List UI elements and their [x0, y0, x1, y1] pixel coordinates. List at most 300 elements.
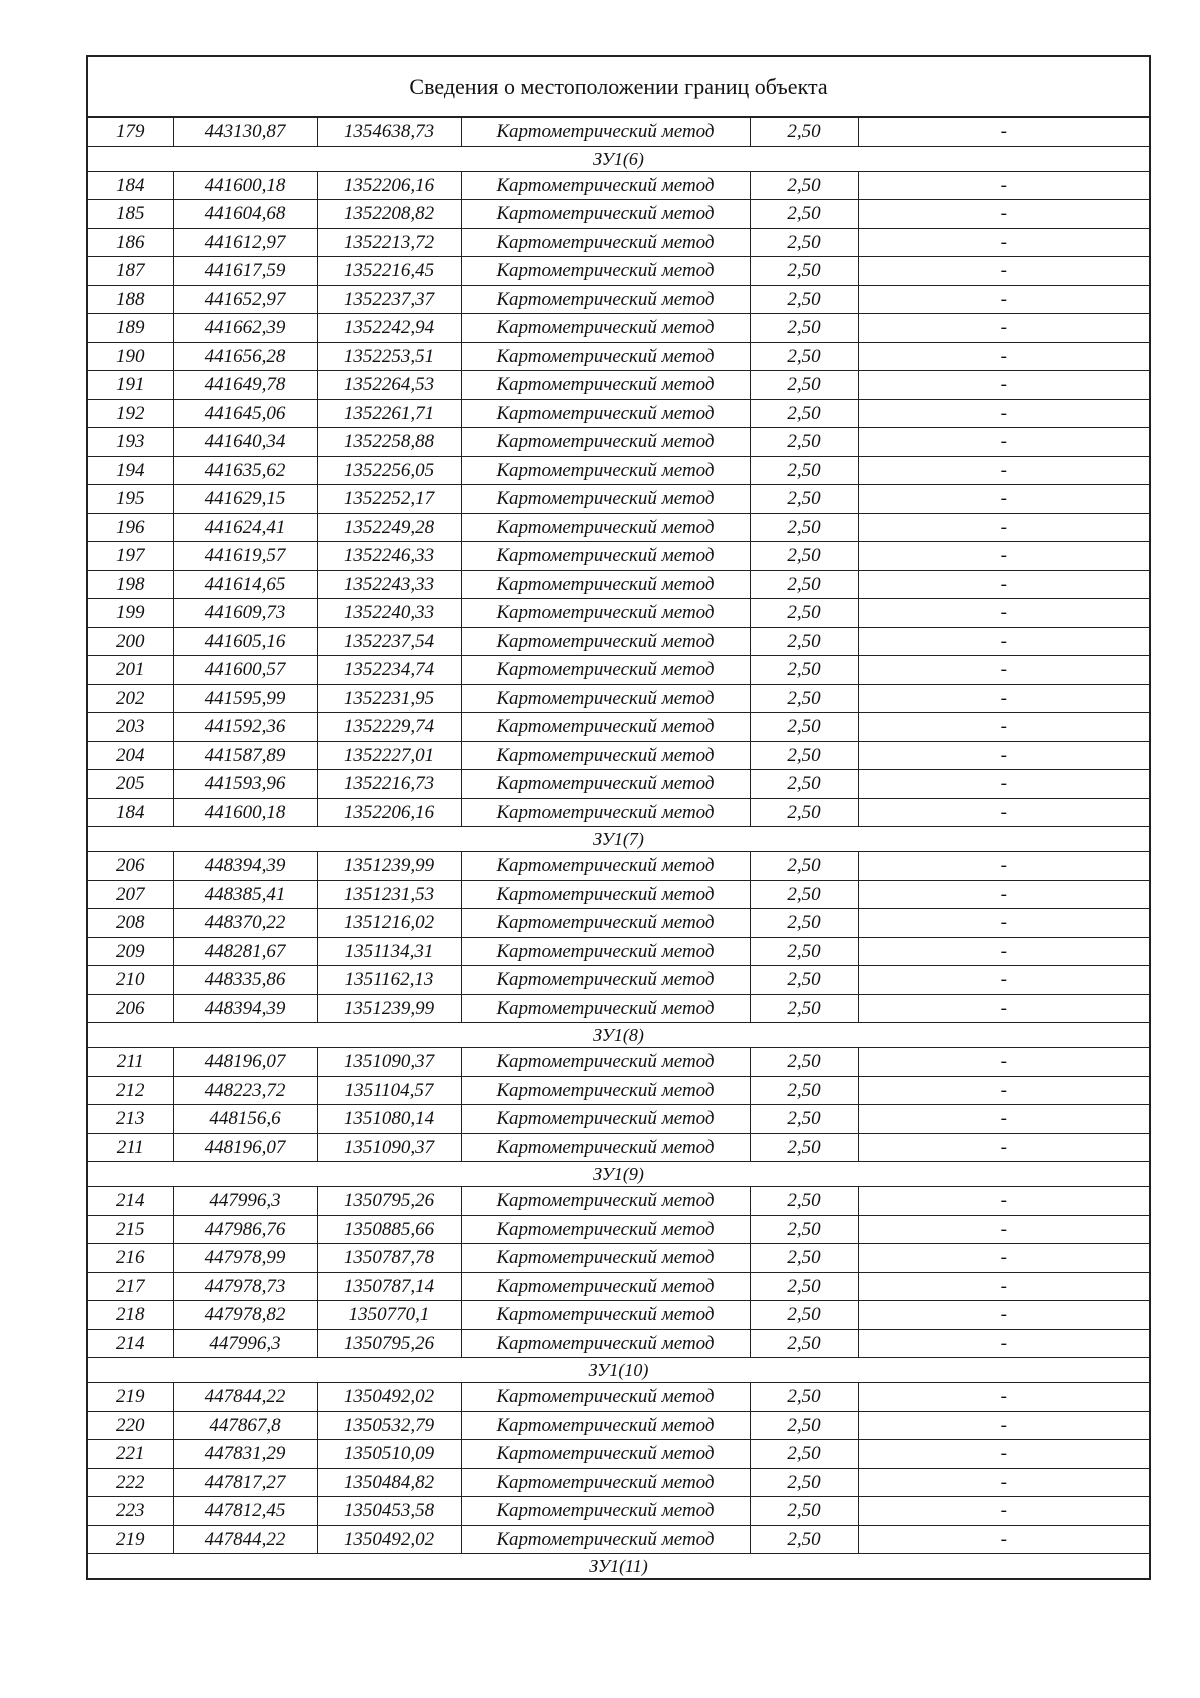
description-cell: -: [858, 428, 1150, 457]
accuracy-cell: 2,50: [750, 1329, 858, 1358]
description-cell: -: [858, 1383, 1150, 1412]
y-coordinate-cell: 1352231,95: [317, 684, 461, 713]
section-label: ЗУ1(7): [87, 827, 1150, 852]
description-cell: -: [858, 966, 1150, 995]
accuracy-cell: 2,50: [750, 1244, 858, 1273]
x-coordinate-cell: 447978,82: [173, 1301, 317, 1330]
method-cell: Картометрический метод: [461, 994, 750, 1023]
y-coordinate-cell: 1350770,1: [317, 1301, 461, 1330]
y-coordinate-cell: 1350492,02: [317, 1525, 461, 1554]
y-coordinate-cell: 1351080,14: [317, 1105, 461, 1134]
table-row: [87, 656, 1150, 685]
x-coordinate-cell: 441640,34: [173, 428, 317, 457]
point-number-cell: 211: [87, 1133, 173, 1162]
x-coordinate-cell: 441612,97: [173, 228, 317, 257]
point-number-cell: 218: [87, 1301, 173, 1330]
y-coordinate-cell: 1352243,33: [317, 570, 461, 599]
x-coordinate-cell: 441619,57: [173, 542, 317, 571]
y-coordinate-cell: 1351134,31: [317, 937, 461, 966]
x-coordinate-cell: 447978,99: [173, 1244, 317, 1273]
y-coordinate-cell: 1352216,45: [317, 257, 461, 286]
x-coordinate-cell: 448385,41: [173, 880, 317, 909]
method-cell: Картометрический метод: [461, 1076, 750, 1105]
accuracy-cell: 2,50: [750, 1468, 858, 1497]
section-header-row: [87, 1162, 1150, 1187]
table-row: [87, 741, 1150, 770]
accuracy-cell: 2,50: [750, 1133, 858, 1162]
accuracy-cell: 2,50: [750, 1411, 858, 1440]
description-cell: -: [858, 570, 1150, 599]
description-cell: -: [858, 200, 1150, 229]
table-body: [87, 56, 1150, 1579]
description-cell: -: [858, 741, 1150, 770]
method-cell: Картометрический метод: [461, 371, 750, 400]
x-coordinate-cell: 441593,96: [173, 770, 317, 799]
y-coordinate-cell: 1354638,73: [317, 117, 461, 146]
x-coordinate-cell: 447986,76: [173, 1215, 317, 1244]
point-number-cell: 187: [87, 257, 173, 286]
point-number-cell: 220: [87, 1411, 173, 1440]
table-row: [87, 937, 1150, 966]
accuracy-cell: 2,50: [750, 1272, 858, 1301]
description-cell: -: [858, 1440, 1150, 1469]
y-coordinate-cell: 1352246,33: [317, 542, 461, 571]
table-row: [87, 909, 1150, 938]
description-cell: -: [858, 770, 1150, 799]
method-cell: Картометрический метод: [461, 485, 750, 514]
x-coordinate-cell: 441595,99: [173, 684, 317, 713]
point-number-cell: 223: [87, 1497, 173, 1526]
table-row: [87, 1244, 1150, 1273]
table-row: [87, 770, 1150, 799]
x-coordinate-cell: 441635,62: [173, 456, 317, 485]
table-row: [87, 1076, 1150, 1105]
description-cell: -: [858, 627, 1150, 656]
section-label: ЗУ1(8): [87, 1023, 1150, 1048]
method-cell: Картометрический метод: [461, 770, 750, 799]
table-row: [87, 285, 1150, 314]
accuracy-cell: 2,50: [750, 1105, 858, 1134]
point-number-cell: 179: [87, 117, 173, 146]
point-number-cell: 206: [87, 994, 173, 1023]
point-number-cell: 202: [87, 684, 173, 713]
x-coordinate-cell: 448281,67: [173, 937, 317, 966]
y-coordinate-cell: 1352216,73: [317, 770, 461, 799]
point-number-cell: 219: [87, 1383, 173, 1412]
point-number-cell: 211: [87, 1048, 173, 1077]
accuracy-cell: 2,50: [750, 485, 858, 514]
x-coordinate-cell: 441629,15: [173, 485, 317, 514]
table-row: [87, 200, 1150, 229]
x-coordinate-cell: 441600,18: [173, 798, 317, 827]
x-coordinate-cell: 447978,73: [173, 1272, 317, 1301]
table-row: [87, 1187, 1150, 1216]
x-coordinate-cell: 448370,22: [173, 909, 317, 938]
description-cell: -: [858, 1272, 1150, 1301]
method-cell: Картометрический метод: [461, 570, 750, 599]
description-cell: -: [858, 994, 1150, 1023]
description-cell: -: [858, 1329, 1150, 1358]
y-coordinate-cell: 1352206,16: [317, 798, 461, 827]
accuracy-cell: 2,50: [750, 1497, 858, 1526]
description-cell: -: [858, 1468, 1150, 1497]
point-number-cell: 190: [87, 342, 173, 371]
title-row: [87, 56, 1150, 117]
point-number-cell: 193: [87, 428, 173, 457]
x-coordinate-cell: 448156,6: [173, 1105, 317, 1134]
x-coordinate-cell: 447844,22: [173, 1525, 317, 1554]
method-cell: Картометрический метод: [461, 1133, 750, 1162]
x-coordinate-cell: 441649,78: [173, 371, 317, 400]
table-row: [87, 1215, 1150, 1244]
method-cell: Картометрический метод: [461, 542, 750, 571]
accuracy-cell: 2,50: [750, 770, 858, 799]
accuracy-cell: 2,50: [750, 684, 858, 713]
y-coordinate-cell: 1352234,74: [317, 656, 461, 685]
x-coordinate-cell: 443130,87: [173, 117, 317, 146]
y-coordinate-cell: 1352237,54: [317, 627, 461, 656]
table-row: [87, 314, 1150, 343]
accuracy-cell: 2,50: [750, 428, 858, 457]
x-coordinate-cell: 441587,89: [173, 741, 317, 770]
y-coordinate-cell: 1350492,02: [317, 1383, 461, 1412]
point-number-cell: 208: [87, 909, 173, 938]
description-cell: -: [858, 1525, 1150, 1554]
table-row: [87, 1383, 1150, 1412]
accuracy-cell: 2,50: [750, 399, 858, 428]
y-coordinate-cell: 1352229,74: [317, 713, 461, 742]
method-cell: Картометрический метод: [461, 171, 750, 200]
accuracy-cell: 2,50: [750, 1383, 858, 1412]
table-row: [87, 852, 1150, 881]
accuracy-cell: 2,50: [750, 570, 858, 599]
accuracy-cell: 2,50: [750, 656, 858, 685]
description-cell: -: [858, 1215, 1150, 1244]
x-coordinate-cell: 441592,36: [173, 713, 317, 742]
point-number-cell: 188: [87, 285, 173, 314]
accuracy-cell: 2,50: [750, 456, 858, 485]
method-cell: Картометрический метод: [461, 852, 750, 881]
x-coordinate-cell: 447996,3: [173, 1187, 317, 1216]
accuracy-cell: 2,50: [750, 1048, 858, 1077]
x-coordinate-cell: 441624,41: [173, 513, 317, 542]
point-number-cell: 206: [87, 852, 173, 881]
boundary-table: [86, 55, 1151, 1580]
accuracy-cell: 2,50: [750, 880, 858, 909]
description-cell: -: [858, 456, 1150, 485]
x-coordinate-cell: 441614,65: [173, 570, 317, 599]
method-cell: Картометрический метод: [461, 741, 750, 770]
x-coordinate-cell: 448335,86: [173, 966, 317, 995]
accuracy-cell: 2,50: [750, 542, 858, 571]
description-cell: -: [858, 285, 1150, 314]
point-number-cell: 214: [87, 1329, 173, 1358]
table-row: [87, 1272, 1150, 1301]
page-title: Сведения о местоположении границ объекта: [87, 56, 1150, 117]
section-header-row: [87, 146, 1150, 171]
description-cell: -: [858, 684, 1150, 713]
y-coordinate-cell: 1351239,99: [317, 994, 461, 1023]
y-coordinate-cell: 1352240,33: [317, 599, 461, 628]
table-row: [87, 1440, 1150, 1469]
point-number-cell: 214: [87, 1187, 173, 1216]
method-cell: Картометрический метод: [461, 1301, 750, 1330]
section-header-row: [87, 1023, 1150, 1048]
accuracy-cell: 2,50: [750, 285, 858, 314]
x-coordinate-cell: 447996,3: [173, 1329, 317, 1358]
point-number-cell: 194: [87, 456, 173, 485]
description-cell: -: [858, 371, 1150, 400]
point-number-cell: 192: [87, 399, 173, 428]
y-coordinate-cell: 1350484,82: [317, 1468, 461, 1497]
method-cell: Картометрический метод: [461, 428, 750, 457]
table-row: [87, 171, 1150, 200]
point-number-cell: 212: [87, 1076, 173, 1105]
y-coordinate-cell: 1350795,26: [317, 1329, 461, 1358]
method-cell: Картометрический метод: [461, 684, 750, 713]
y-coordinate-cell: 1352208,82: [317, 200, 461, 229]
description-cell: -: [858, 937, 1150, 966]
description-cell: -: [858, 1105, 1150, 1134]
method-cell: Картометрический метод: [461, 1497, 750, 1526]
description-cell: -: [858, 485, 1150, 514]
x-coordinate-cell: 447844,22: [173, 1383, 317, 1412]
point-number-cell: 217: [87, 1272, 173, 1301]
point-number-cell: 209: [87, 937, 173, 966]
x-coordinate-cell: 448394,39: [173, 994, 317, 1023]
accuracy-cell: 2,50: [750, 798, 858, 827]
point-number-cell: 197: [87, 542, 173, 571]
point-number-cell: 215: [87, 1215, 173, 1244]
method-cell: Картометрический метод: [461, 1105, 750, 1134]
x-coordinate-cell: 441605,16: [173, 627, 317, 656]
x-coordinate-cell: 448196,07: [173, 1133, 317, 1162]
method-cell: Картометрический метод: [461, 966, 750, 995]
method-cell: Картометрический метод: [461, 1411, 750, 1440]
method-cell: Картометрический метод: [461, 599, 750, 628]
y-coordinate-cell: 1352253,51: [317, 342, 461, 371]
table-row: [87, 428, 1150, 457]
description-cell: -: [858, 713, 1150, 742]
y-coordinate-cell: 1352213,72: [317, 228, 461, 257]
description-cell: -: [858, 1301, 1150, 1330]
table-row: [87, 994, 1150, 1023]
accuracy-cell: 2,50: [750, 994, 858, 1023]
description-cell: -: [858, 909, 1150, 938]
point-number-cell: 219: [87, 1525, 173, 1554]
table-row: [87, 1497, 1150, 1526]
y-coordinate-cell: 1350787,14: [317, 1272, 461, 1301]
method-cell: Картометрический метод: [461, 1244, 750, 1273]
y-coordinate-cell: 1351104,57: [317, 1076, 461, 1105]
table-row: [87, 485, 1150, 514]
x-coordinate-cell: 448394,39: [173, 852, 317, 881]
section-label: ЗУ1(11): [87, 1554, 1150, 1580]
table-row: [87, 1468, 1150, 1497]
y-coordinate-cell: 1350885,66: [317, 1215, 461, 1244]
method-cell: Картометрический метод: [461, 399, 750, 428]
accuracy-cell: 2,50: [750, 257, 858, 286]
table-row: [87, 228, 1150, 257]
point-number-cell: 195: [87, 485, 173, 514]
description-cell: -: [858, 1244, 1150, 1273]
accuracy-cell: 2,50: [750, 966, 858, 995]
table-row: [87, 1048, 1150, 1077]
x-coordinate-cell: 441600,18: [173, 171, 317, 200]
method-cell: Картометрический метод: [461, 1525, 750, 1554]
y-coordinate-cell: 1352237,37: [317, 285, 461, 314]
accuracy-cell: 2,50: [750, 627, 858, 656]
y-coordinate-cell: 1350453,58: [317, 1497, 461, 1526]
accuracy-cell: 2,50: [750, 741, 858, 770]
x-coordinate-cell: 441652,97: [173, 285, 317, 314]
method-cell: Картометрический метод: [461, 257, 750, 286]
point-number-cell: 196: [87, 513, 173, 542]
section-label: ЗУ1(10): [87, 1358, 1150, 1383]
y-coordinate-cell: 1352227,01: [317, 741, 461, 770]
y-coordinate-cell: 1350532,79: [317, 1411, 461, 1440]
point-number-cell: 184: [87, 798, 173, 827]
method-cell: Картометрический метод: [461, 1187, 750, 1216]
table-row: [87, 1525, 1150, 1554]
description-cell: -: [858, 342, 1150, 371]
table-row: [87, 542, 1150, 571]
table-row: [87, 570, 1150, 599]
description-cell: -: [858, 798, 1150, 827]
method-cell: Картометрический метод: [461, 200, 750, 229]
table-row: [87, 880, 1150, 909]
table-row: [87, 1301, 1150, 1330]
document-sheet: [86, 55, 1149, 1580]
y-coordinate-cell: 1350795,26: [317, 1187, 461, 1216]
y-coordinate-cell: 1350787,78: [317, 1244, 461, 1273]
accuracy-cell: 2,50: [750, 909, 858, 938]
x-coordinate-cell: 447867,8: [173, 1411, 317, 1440]
table-row: [87, 798, 1150, 827]
description-cell: -: [858, 656, 1150, 685]
y-coordinate-cell: 1351162,13: [317, 966, 461, 995]
accuracy-cell: 2,50: [750, 1301, 858, 1330]
point-number-cell: 186: [87, 228, 173, 257]
accuracy-cell: 2,50: [750, 1076, 858, 1105]
method-cell: Картометрический метод: [461, 513, 750, 542]
point-number-cell: 191: [87, 371, 173, 400]
accuracy-cell: 2,50: [750, 937, 858, 966]
table-row: [87, 1133, 1150, 1162]
y-coordinate-cell: 1352256,05: [317, 456, 461, 485]
table-row: [87, 1329, 1150, 1358]
x-coordinate-cell: 441662,39: [173, 314, 317, 343]
description-cell: -: [858, 880, 1150, 909]
x-coordinate-cell: 448223,72: [173, 1076, 317, 1105]
method-cell: Картометрический метод: [461, 456, 750, 485]
point-number-cell: 199: [87, 599, 173, 628]
y-coordinate-cell: 1351090,37: [317, 1133, 461, 1162]
x-coordinate-cell: 441609,73: [173, 599, 317, 628]
y-coordinate-cell: 1352249,28: [317, 513, 461, 542]
method-cell: Картометрический метод: [461, 656, 750, 685]
description-cell: -: [858, 117, 1150, 146]
accuracy-cell: 2,50: [750, 713, 858, 742]
accuracy-cell: 2,50: [750, 314, 858, 343]
point-number-cell: 210: [87, 966, 173, 995]
y-coordinate-cell: 1352206,16: [317, 171, 461, 200]
y-coordinate-cell: 1351239,99: [317, 852, 461, 881]
point-number-cell: 222: [87, 1468, 173, 1497]
table-row: [87, 342, 1150, 371]
x-coordinate-cell: 447831,29: [173, 1440, 317, 1469]
table-row: [87, 966, 1150, 995]
y-coordinate-cell: 1351216,02: [317, 909, 461, 938]
point-number-cell: 200: [87, 627, 173, 656]
point-number-cell: 201: [87, 656, 173, 685]
method-cell: Картометрический метод: [461, 880, 750, 909]
table-row: [87, 1105, 1150, 1134]
method-cell: Картометрический метод: [461, 937, 750, 966]
description-cell: -: [858, 1048, 1150, 1077]
table-row: [87, 684, 1150, 713]
description-cell: -: [858, 542, 1150, 571]
x-coordinate-cell: 441604,68: [173, 200, 317, 229]
point-number-cell: 198: [87, 570, 173, 599]
x-coordinate-cell: 441645,06: [173, 399, 317, 428]
point-number-cell: 216: [87, 1244, 173, 1273]
point-number-cell: 189: [87, 314, 173, 343]
table-row: [87, 399, 1150, 428]
description-cell: -: [858, 599, 1150, 628]
description-cell: -: [858, 314, 1150, 343]
point-number-cell: 213: [87, 1105, 173, 1134]
method-cell: Картометрический метод: [461, 713, 750, 742]
table-row: [87, 713, 1150, 742]
method-cell: Картометрический метод: [461, 1440, 750, 1469]
accuracy-cell: 2,50: [750, 228, 858, 257]
section-header-row: [87, 827, 1150, 852]
method-cell: Картометрический метод: [461, 1329, 750, 1358]
x-coordinate-cell: 441600,57: [173, 656, 317, 685]
method-cell: Картометрический метод: [461, 798, 750, 827]
x-coordinate-cell: 441617,59: [173, 257, 317, 286]
section-header-row: [87, 1554, 1150, 1580]
point-number-cell: 204: [87, 741, 173, 770]
table-row: [87, 257, 1150, 286]
description-cell: -: [858, 1133, 1150, 1162]
point-number-cell: 203: [87, 713, 173, 742]
method-cell: Картометрический метод: [461, 285, 750, 314]
x-coordinate-cell: 447817,27: [173, 1468, 317, 1497]
x-coordinate-cell: 441656,28: [173, 342, 317, 371]
accuracy-cell: 2,50: [750, 513, 858, 542]
method-cell: Картометрический метод: [461, 909, 750, 938]
y-coordinate-cell: 1351231,53: [317, 880, 461, 909]
section-label: ЗУ1(6): [87, 146, 1150, 171]
point-number-cell: 205: [87, 770, 173, 799]
accuracy-cell: 2,50: [750, 371, 858, 400]
table-row: [87, 627, 1150, 656]
table-row: [87, 456, 1150, 485]
accuracy-cell: 2,50: [750, 852, 858, 881]
method-cell: Картометрический метод: [461, 627, 750, 656]
point-number-cell: 185: [87, 200, 173, 229]
description-cell: -: [858, 852, 1150, 881]
point-number-cell: 207: [87, 880, 173, 909]
description-cell: -: [858, 1076, 1150, 1105]
method-cell: Картометрический метод: [461, 117, 750, 146]
y-coordinate-cell: 1351090,37: [317, 1048, 461, 1077]
y-coordinate-cell: 1352252,17: [317, 485, 461, 514]
method-cell: Картометрический метод: [461, 1215, 750, 1244]
description-cell: -: [858, 399, 1150, 428]
